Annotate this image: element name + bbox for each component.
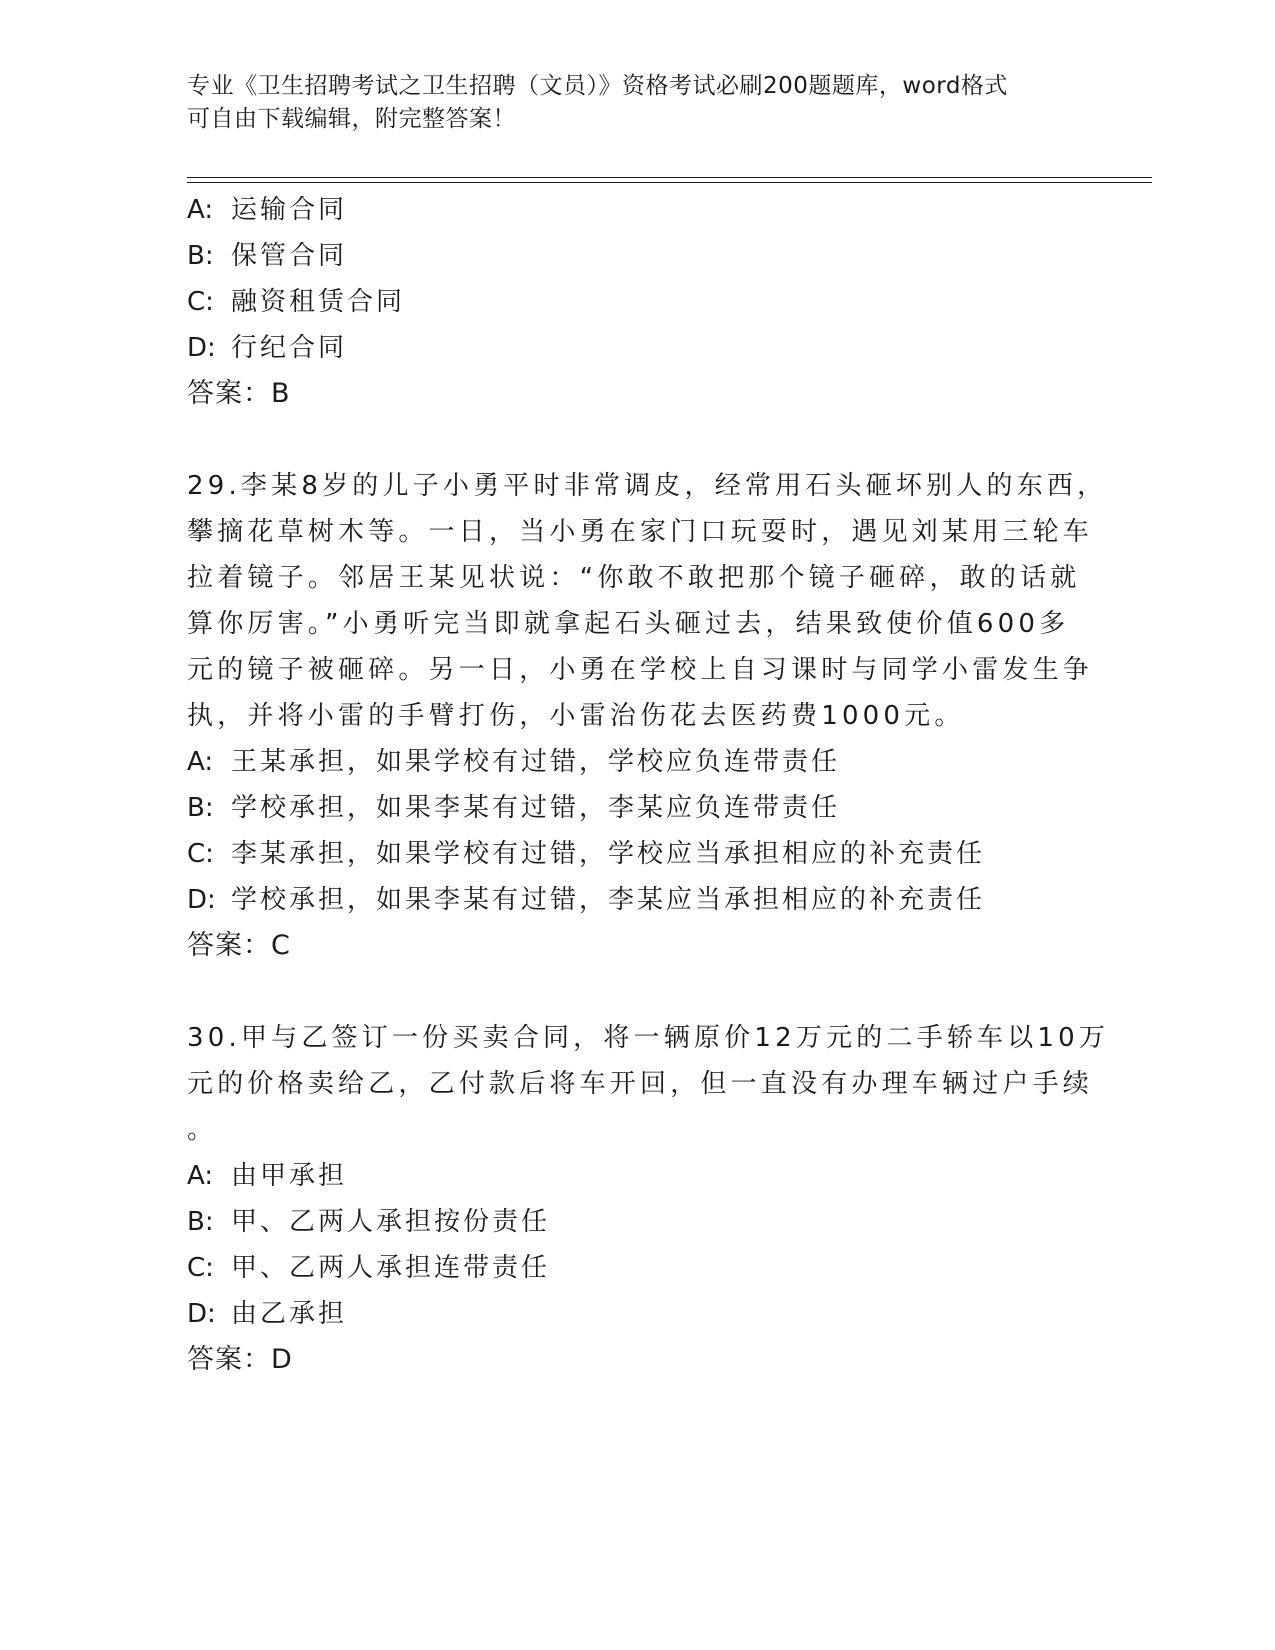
question-29 (187, 463, 1108, 969)
option-text: 学校承担，如果李某有过错，李某应当承担相应的补充责任 (231, 885, 986, 915)
stem-line: 元的镜子被砸碎。另一日，小勇在学校上自习课时与同学小雷发生争 (187, 655, 1094, 685)
stem-line: 30.甲与乙签订一份买卖合同，将一辆原价12万元的二手轿车以10万 (187, 1023, 1110, 1053)
option-text: 李某承担，如果学校有过错，学校应当承担相应的补充责任 (231, 839, 986, 869)
option-d (187, 877, 1087, 923)
option-letter: B: (187, 1207, 214, 1237)
option-text: 融资租赁合同 (231, 287, 406, 317)
option-text: 由乙承担 (231, 1299, 348, 1329)
header-line-2: 可自由下载编辑，附完整答案！ (187, 106, 516, 132)
question-28 (187, 187, 1087, 417)
stem-line: 。 (187, 1115, 218, 1145)
stem-line: 元的价格卖给乙，乙付款后将车开回，但一直没有办理车辆过户手续 (187, 1069, 1094, 1099)
option-text: 运输合同 (231, 195, 348, 225)
stem-line: 算你厉害。”小勇听完当即就拿起石头砸过去，结果致使价值600多 (187, 609, 1070, 639)
option-letter: C: (187, 1253, 214, 1283)
header-line-1: 专业《卫生招聘考试之卫生招聘（文员）》资格考试必刷200题题库，word格式 (187, 73, 1008, 99)
question-30 (187, 1015, 1110, 1383)
option-text: 甲、乙两人承担连带责任 (231, 1253, 551, 1283)
answer-line: 答案：D (187, 1344, 293, 1375)
option-a (187, 739, 1087, 785)
option-b (187, 785, 1087, 831)
option-text: 由甲承担 (231, 1161, 348, 1191)
option-letter: C: (187, 839, 214, 869)
question-content (187, 187, 1110, 1383)
spacer (187, 969, 1087, 1015)
option-letter: A: (187, 747, 214, 777)
option-letter: D: (187, 1299, 216, 1329)
option-letter: A: (187, 1161, 214, 1191)
answer-line: 答案：B (187, 378, 291, 409)
option-text: 王某承担，如果学校有过错，学校应负连带责任 (231, 747, 841, 777)
option-c (187, 279, 1087, 325)
question-stem (187, 1015, 1110, 1153)
option-letter: D: (187, 333, 216, 363)
option-c (187, 1245, 1087, 1291)
option-letter: A: (187, 195, 214, 225)
option-a (187, 187, 1087, 233)
question-stem (187, 463, 1108, 739)
option-c (187, 831, 1087, 877)
page-header (187, 70, 1067, 136)
option-text: 保管合同 (231, 241, 348, 271)
option-d (187, 325, 1087, 371)
option-text: 学校承担，如果李某有过错，李某应负连带责任 (231, 793, 841, 823)
stem-line: 29.李某8岁的儿子小勇平时非常调皮，经常用石头砸坏别人的东西， (187, 471, 1108, 501)
option-b (187, 1199, 1087, 1245)
option-letter: D: (187, 885, 216, 915)
option-d (187, 1291, 1087, 1337)
stem-line: 攀摘花草树木等。一日，当小勇在家门口玩耍时，遇见刘某用三轮车 (187, 517, 1094, 547)
option-letter: C: (187, 287, 214, 317)
header-divider-top (187, 177, 1152, 178)
stem-line: 拉着镜子。邻居王某见状说：“你敢不敢把那个镜子砸碎，敢的话就 (187, 563, 1081, 593)
answer-line: 答案：C (187, 930, 291, 961)
stem-line: 执，并将小雷的手臂打伤，小雷治伤花去医药费1000元。 (187, 701, 965, 731)
option-text: 行纪合同 (231, 333, 348, 363)
header-divider-bottom (187, 182, 1152, 183)
option-a (187, 1153, 1087, 1199)
option-b (187, 233, 1087, 279)
spacer (187, 417, 1087, 463)
option-letter: B: (187, 241, 214, 271)
option-text: 甲、乙两人承担按份责任 (231, 1207, 551, 1237)
option-letter: B: (187, 793, 214, 823)
